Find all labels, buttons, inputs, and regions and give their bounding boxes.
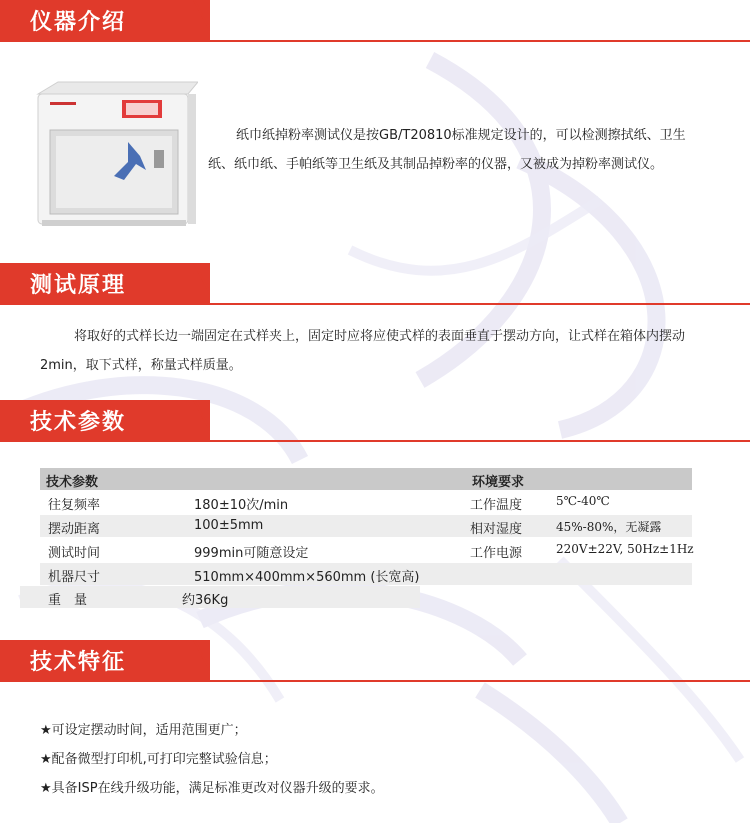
header-rule — [0, 680, 750, 682]
header-params: 技术参数 — [46, 475, 99, 490]
header-env: 环境要求 — [472, 475, 525, 490]
section-header-params — [0, 400, 750, 442]
feature-item: ★具备ISP在线升级功能，满足标准更改对仪器升级的要求。 — [40, 781, 384, 796]
header-rule — [0, 40, 750, 42]
param-label: 重 量 — [48, 593, 88, 608]
header-rule — [0, 440, 750, 442]
param-label: 测试时间 — [48, 546, 101, 561]
param-value: 510mm×400mm×560mm (长宽高) — [194, 570, 420, 585]
section-header-intro — [0, 0, 750, 42]
header-slash-decoration — [150, 640, 210, 682]
table-row — [40, 491, 692, 513]
section-title: 测试原理 — [30, 273, 127, 298]
section-header-features — [0, 640, 750, 682]
env-value: 220V±22V, 50Hz±1Hz — [556, 542, 694, 556]
section-title: 技术参数 — [30, 410, 127, 435]
env-label: 工作温度 — [470, 498, 523, 513]
feature-item: ★配备微型打印机,可打印完整试验信息； — [40, 752, 277, 767]
section-title: 仪器介绍 — [30, 10, 127, 35]
instrument-image — [36, 80, 198, 230]
param-value: 100±5mm — [194, 518, 264, 533]
header-slash-decoration — [150, 400, 210, 442]
intro-paragraph: 纸巾纸掉粉率测试仪是按GB/T20810标准规定设计的，可以检测擦拭纸、卫生纸、纸巾纸、手帕纸等卫生纸及其制品掉粉率的仪器，又被成为掉粉率测试仪。 — [208, 128, 686, 172]
env-value: 45%-80%，无凝露 — [556, 520, 662, 534]
table-row — [40, 539, 692, 561]
param-value: 999min可随意设定 — [194, 546, 309, 561]
feature-item: ★可设定摆动时间，适用范围更广； — [40, 723, 247, 738]
param-label: 摆动距离 — [48, 522, 101, 537]
env-value: 5℃-40℃ — [556, 494, 610, 508]
header-slash-decoration — [150, 263, 210, 305]
table-row — [20, 586, 420, 608]
env-label: 相对湿度 — [470, 522, 523, 537]
param-value: 约36Kg — [182, 593, 229, 608]
header-slash-decoration — [150, 0, 210, 42]
table-header-row — [40, 468, 692, 490]
section-title: 技术特征 — [30, 650, 127, 675]
section-header-principle — [0, 263, 750, 305]
header-rule — [0, 303, 750, 305]
env-label: 工作电源 — [470, 546, 523, 561]
principle-paragraph: 将取好的式样长边一端固定在式样夹上，固定时应将应使式样的表面垂直于摆动方向，让式样在箱体内摆动2min，取下式样，称量式样质量。 — [40, 329, 686, 373]
param-label: 往复频率 — [48, 498, 101, 513]
table-row — [40, 563, 692, 585]
param-value: 180±10次/min — [194, 498, 289, 513]
table-row — [40, 515, 692, 537]
param-label: 机器尺寸 — [48, 570, 101, 585]
